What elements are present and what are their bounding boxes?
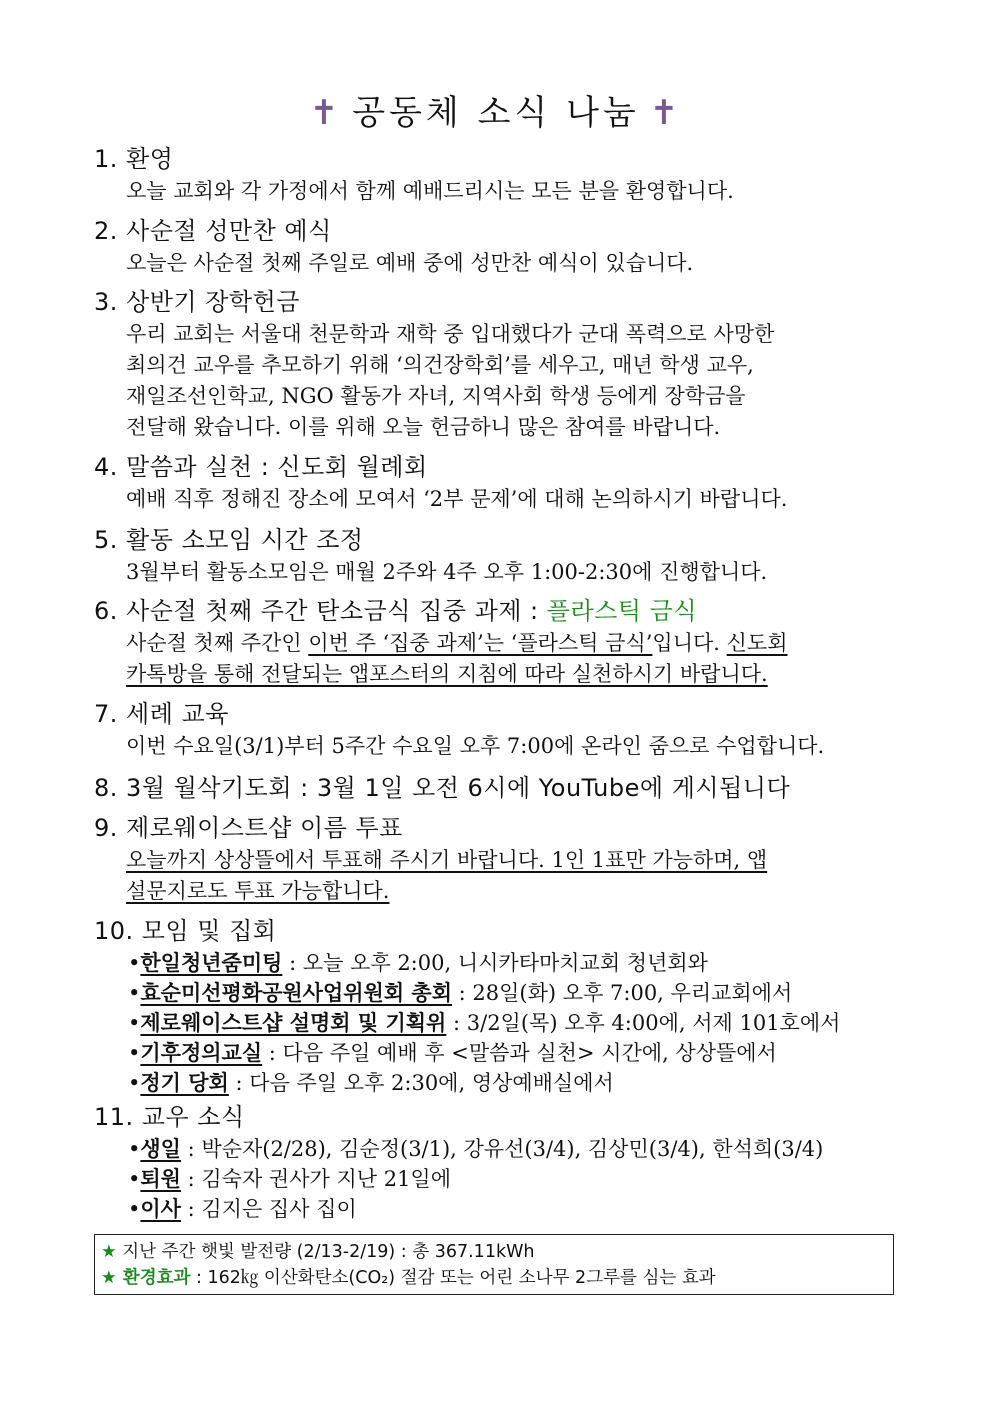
section-heading: 8. 3월 월삭기도회 : 3월 1일 오전 6시에 YouTube에 게시됩니다 <box>94 774 791 802</box>
body-underlined: 카톡방을 통해 전달되는 앱포스터의 지침에 따라 실천하시기 바랍니다. <box>126 662 768 686</box>
section-heading: 2. 사순절 성만찬 예식 <box>94 217 332 245</box>
section-communion <box>94 214 900 279</box>
section-heading: 7. 세례 교육 <box>94 700 229 728</box>
bullet-icon: • <box>128 1197 141 1221</box>
section-heading: 10. 모임 및 집회 <box>94 917 277 945</box>
section-body: 예배 직후 정해진 장소에 모여서 ‘2부 문제’에 대해 논의하시기 바랍니다. <box>126 487 788 511</box>
section-body-line: 최의건 교우를 추모하기 위해 ‘의건장학회’를 세우고, 매년 학생 교우, <box>126 353 754 377</box>
item-text: : 박순자(2/28), 김순정(3/1), 강유선(3/4), 김상민(3/4), 한석희(3/4) <box>180 1137 824 1161</box>
heading-prefix: 6. 사순절 첫째 주간 탄소금식 집중 과제 : <box>94 597 547 625</box>
section-body-line <box>94 876 900 907</box>
item-label: 제로웨이스트샵 설명회 및 기획위 <box>140 1010 447 1035</box>
list-item <box>94 1068 900 1098</box>
star-icon: ★ <box>101 1268 117 1288</box>
section-member-news <box>94 1100 900 1224</box>
section-body-line: 우리 교회는 서울대 천문학과 재학 중 입대했다가 군대 폭력으로 사망한 <box>126 322 775 346</box>
section-welcome <box>94 142 900 207</box>
solar-power-box <box>94 1234 894 1295</box>
effect-label: 환경효과 <box>116 1268 191 1288</box>
section-heading: 1. 환영 <box>94 145 174 173</box>
section-heading: 5. 활동 소모임 시간 조정 <box>94 526 364 554</box>
solar-line <box>101 1265 887 1291</box>
section-activity-time <box>94 523 900 588</box>
section-word-practice <box>94 450 900 515</box>
item-text: : 28일(화) 오후 7:00, 우리교회에서 <box>452 981 793 1005</box>
item-text: : 다음 주일 예배 후 <말씀과 실천> 시간에, 상상뜰에서 <box>262 1041 777 1065</box>
bullet-icon: • <box>128 1041 141 1065</box>
item-text: : 오늘 오후 2:00, 니시카타마치교회 청년회와 <box>282 951 708 975</box>
section-heading: 3. 상반기 장학헌금 <box>94 288 300 316</box>
item-text: : 김숙자 권사가 지난 21일에 <box>180 1167 452 1191</box>
bullet-icon: • <box>128 1137 141 1161</box>
section-heading: 9. 제로웨이스트샵 이름 투표 <box>94 814 403 842</box>
bullet-icon: • <box>128 1167 141 1191</box>
section-body: 이번 수요일(3/1)부터 5주간 수요일 오후 7:00에 온라인 줌으로 수업합니다. <box>126 734 825 758</box>
section-body-line <box>94 659 900 690</box>
section-body: 3월부터 활동소모임은 매월 2주와 4주 오후 1:00-2:30에 진행합니다. <box>126 560 768 584</box>
solar-generation-text: 지난 주간 햇빛 발전량 (2/13-2/19) : 총 367.11kWh <box>116 1242 535 1262</box>
item-label: 이사 <box>140 1196 181 1221</box>
page-title-text: 공동체 소식 나눔 <box>352 93 640 133</box>
section-zero-waste-vote <box>94 811 900 907</box>
list-item <box>94 1164 900 1194</box>
item-label: 퇴원 <box>140 1166 181 1191</box>
body-underlined: 신도회 <box>726 631 788 655</box>
body-underlined: 설문지로도 투표 가능합니다. <box>126 879 390 903</box>
body-underlined: 이번 주 ‘집중 과제’는 ‘플라스틱 금식’ <box>308 631 653 655</box>
item-text: : 3/2일(목) 오후 4:00에, 서제 101호에서 <box>446 1011 841 1035</box>
list-item <box>94 978 900 1008</box>
body-underlined: 오늘까지 상상뜰에서 투표해 주시기 바랍니다. 1인 1표만 가능하며, 앱 <box>126 848 768 872</box>
body-plain: 사순절 첫째 주간인 <box>126 631 309 655</box>
item-label: 생일 <box>140 1136 181 1161</box>
effect-text: : 162㎏ 이산화탄소(CO₂) 절감 또는 어린 소나무 2그루를 심는 효과 <box>190 1268 716 1288</box>
solar-line <box>101 1239 887 1265</box>
section-body-line: 전달해 왔습니다. 이를 위해 오늘 헌금하니 많은 참여를 바랍니다. <box>126 415 721 439</box>
item-text: : 김지은 집사 집이 <box>180 1197 357 1221</box>
section-body: 오늘은 사순절 첫째 주일로 예배 중에 성만찬 예식이 있습니다. <box>126 251 694 275</box>
bullet-icon: • <box>128 981 141 1005</box>
section-baptism <box>94 697 900 762</box>
heading-highlight: 플라스틱 금식 <box>546 597 698 625</box>
star-icon: ★ <box>101 1242 117 1262</box>
list-item <box>94 1008 900 1038</box>
cross-icon: ✝ <box>309 93 343 133</box>
list-item <box>94 1134 900 1164</box>
body-plain: 입니다. <box>652 631 727 655</box>
list-item <box>94 1038 900 1068</box>
section-heading <box>94 594 900 628</box>
list-item <box>94 1194 900 1224</box>
bullet-icon: • <box>128 1011 141 1035</box>
list-item <box>94 948 900 978</box>
section-heading: 4. 말씀과 실천 : 신도회 월례회 <box>94 453 428 481</box>
section-heading: 11. 교우 소식 <box>94 1103 245 1131</box>
item-label: 정기 당회 <box>140 1070 229 1095</box>
section-prayer-meeting <box>94 771 900 805</box>
item-label: 한일청년줌미팅 <box>140 950 283 975</box>
item-label: 기후정의교실 <box>140 1040 263 1065</box>
section-body-line <box>94 628 900 659</box>
section-body-line <box>94 845 900 876</box>
bullet-icon: • <box>128 1071 141 1095</box>
section-body-line: 재일조선인학교, NGO 활동가 자녀, 지역사회 학생 등에게 장학금을 <box>126 384 746 408</box>
item-text: : 다음 주일 오후 2:30에, 영상예배실에서 <box>228 1071 614 1095</box>
item-label: 효순미선평화공원사업위원회 총회 <box>140 980 452 1005</box>
page-title <box>0 88 992 138</box>
section-meetings <box>94 914 900 1098</box>
cross-icon: ✝ <box>649 93 683 133</box>
section-body: 오늘 교회와 각 가정에서 함께 예배드리시는 모든 분을 환영합니다. <box>126 179 734 203</box>
section-scholarship <box>94 285 900 443</box>
bullet-icon: • <box>128 951 141 975</box>
section-carbon-fast <box>94 594 900 690</box>
